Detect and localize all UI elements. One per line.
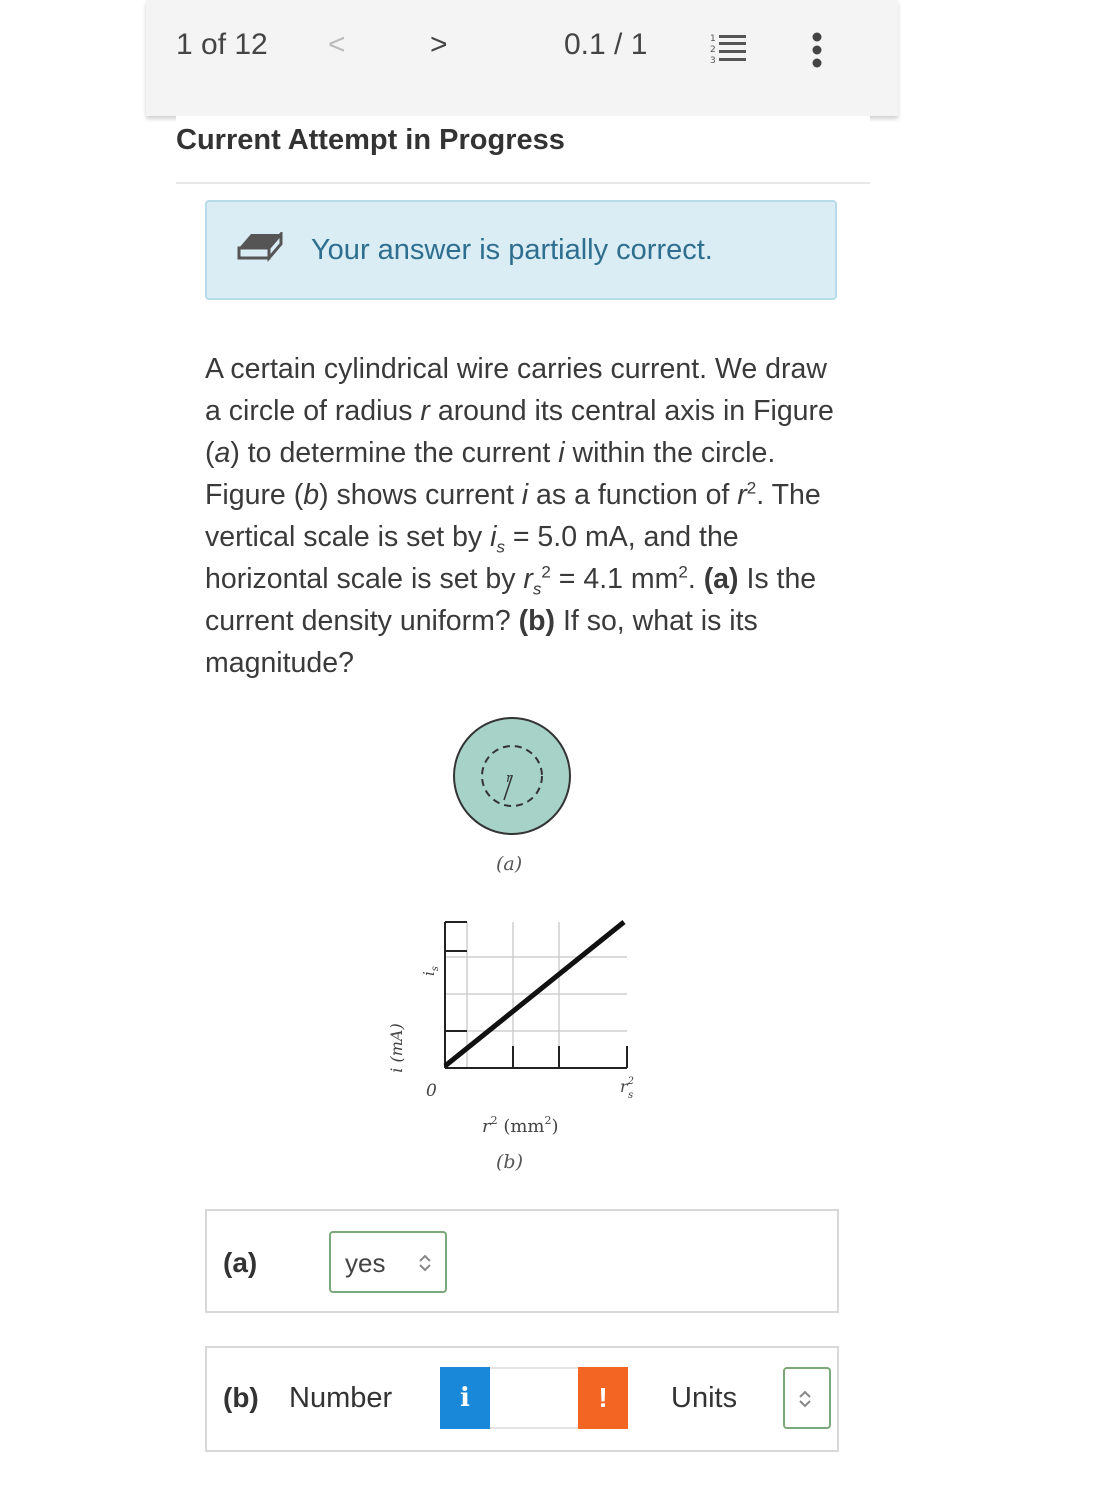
part-b-label: (b) [223, 1382, 259, 1413]
svg-text:3: 3 [710, 56, 716, 66]
svg-text:2: 2 [710, 45, 716, 55]
top-bar [146, 0, 898, 116]
figure-b-current-graph [372, 896, 662, 1196]
units-select[interactable] [783, 1367, 831, 1429]
answer-part-b [205, 1346, 839, 1452]
page-title: Current Attempt in Progress [176, 124, 565, 156]
y-axis-label: i (mA) [387, 1023, 406, 1073]
score-display: 0.1 / 1 [564, 28, 648, 61]
warning-button[interactable]: ! [578, 1367, 628, 1429]
part-a-select[interactable] [329, 1231, 447, 1293]
divider [176, 182, 870, 184]
question-panel [176, 116, 870, 1490]
x-tick-zero: 0 [426, 1081, 437, 1101]
figure-b-caption: (b) [496, 1151, 523, 1173]
feedback-text: Your answer is partially correct. [311, 234, 713, 266]
chevron-right-icon[interactable]: > [430, 28, 448, 61]
svg-text:1: 1 [710, 34, 716, 44]
feedback-banner [205, 200, 837, 300]
part-a-label: (a) [223, 1247, 258, 1278]
figure-a-wire-cross-section [450, 716, 580, 886]
radius-label: r [506, 771, 513, 786]
y-tick-is: $i_s$ [420, 966, 441, 976]
x-axis-label: $r^2$ $(mm^2)$ [482, 1114, 559, 1137]
figure-a-caption: (a) [496, 853, 523, 875]
x-tick-rs2: $r^2$ s [620, 1076, 635, 1101]
answer-part-a [205, 1209, 839, 1313]
question-text: A certain cylindrical wire carries current. We draw a circle of radius r around its central axis in Figure (a) to determine the current i within the circle. Figure (b) shows current i as a function of $r^2$. The vertical scale is set by $i_s = 5.0$ mA, and the horizontal scale is set by $r_s^2 = 4.1$ $mm^2$. (a) Is the current density uniform? (b) If so, what is its magnitude? [205, 353, 834, 679]
chevron-updown-icon [797, 1389, 813, 1409]
chevron-left-icon[interactable]: < [328, 28, 346, 61]
info-button[interactable]: i [440, 1367, 490, 1429]
numbered-list-icon[interactable] [708, 32, 748, 66]
question-counter: 1 of 12 [176, 28, 268, 61]
eraser-icon [237, 232, 283, 262]
number-label: Number [289, 1382, 393, 1414]
number-input[interactable] [490, 1367, 578, 1429]
units-label: Units [671, 1382, 738, 1414]
part-a-selected-value: yes [345, 1248, 386, 1278]
more-vertical-icon[interactable] [810, 30, 824, 70]
chevron-updown-icon [417, 1253, 433, 1273]
